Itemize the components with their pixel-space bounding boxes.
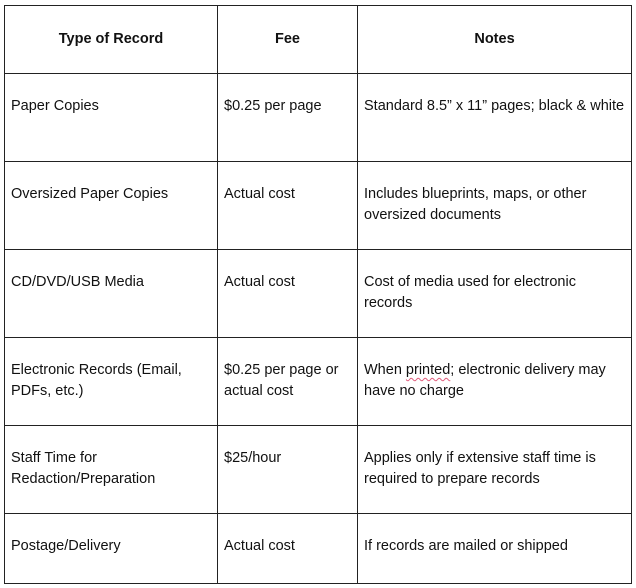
table-row [5,162,632,250]
cell-fee: Actual cost [218,162,358,250]
header-notes: Notes [358,6,632,74]
header-type-of-record: Type of Record [5,6,218,74]
header-fee: Fee [218,6,358,74]
cell-notes [358,338,632,426]
cell-fee: Actual cost [218,514,358,584]
cell-fee: $25/hour [218,426,358,514]
notes-text-prefix: When [364,362,406,378]
cell-type: CD/DVD/USB Media [5,250,218,338]
notes-text-suffix: ; electronic delivery may have no charge [364,362,606,399]
spellcheck-flagged-word[interactable]: printed [405,362,451,378]
cell-notes: If records are mailed or shipped [358,514,632,584]
fee-schedule-table [4,5,632,584]
cell-fee: Actual cost [218,250,358,338]
cell-type: Electronic Records (Email, PDFs, etc.) [5,338,218,426]
cell-type: Staff Time for Redaction/Preparation [5,426,218,514]
table-header-row [5,6,632,74]
table-row [5,514,632,584]
cell-notes: Includes blueprints, maps, or other oversized documents [358,162,632,250]
cell-fee: $0.25 per page or actual cost [218,338,358,426]
table-row [5,74,632,162]
cell-notes: Standard 8.5” x 11” pages; black & white [358,74,632,162]
cell-type: Postage/Delivery [5,514,218,584]
table-row [5,426,632,514]
cell-notes: Cost of media used for electronic records [358,250,632,338]
cell-type: Oversized Paper Copies [5,162,218,250]
table-row [5,250,632,338]
cell-notes: Applies only if extensive staff time is required to prepare records [358,426,632,514]
fee-table-container [4,5,632,584]
cell-type: Paper Copies [5,74,218,162]
table-row [5,338,632,426]
cell-fee: $0.25 per page [218,74,358,162]
